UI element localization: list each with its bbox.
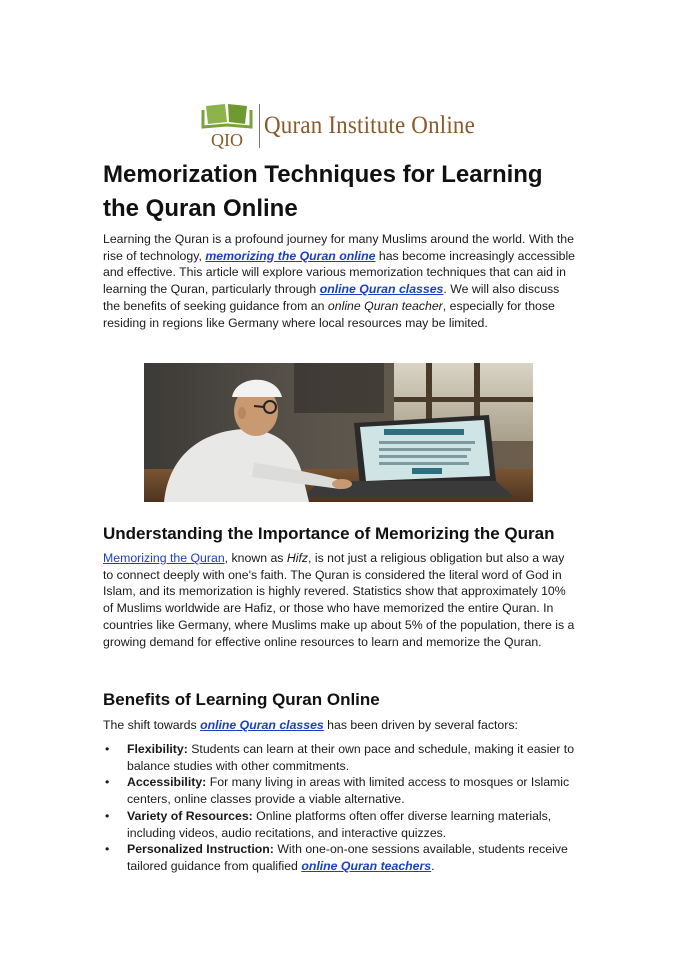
list-item-flexibility	[103, 741, 577, 774]
logo-name: Quran Institute Online	[264, 112, 476, 139]
item-text: Students can learn at their own pace and schedule, making it easier to balance studies with other commitments.	[127, 742, 575, 773]
intro-text-1: Learning the Quran is a profound journey for many Muslims around the world. With the rise of technology,	[103, 232, 574, 263]
benefits-intro-text-2: has been driven by several factors:	[323, 718, 518, 732]
bullet-icon: •	[105, 742, 110, 756]
intro-paragraph	[103, 231, 577, 331]
item-end: .	[431, 858, 435, 873]
section-heading-benefits: Benefits of Learning Quran Online	[103, 690, 380, 709]
importance-text-1: , known as	[224, 551, 287, 565]
item-label: Personalized Instruction:	[127, 842, 274, 857]
importance-text-2: , is not just a religious obligation but also a way to connect deeply with one's faith. The Quran is considered the literal word of God in Islam, and its memorization is highly revered. Statistics show that approximately 10% of Muslims worldwide are Hafiz, or those who have memorized the entire Quran. In countries like Germany, where Muslims make up about 5% of the population, there is a growing demand for effective online resources to learn and memorize the Quran.	[103, 551, 575, 649]
logo-mark-letters: QIO	[211, 130, 243, 150]
item-label: Accessibility:	[127, 775, 207, 790]
link-memorizing-the-quran[interactable]: Memorizing the Quran	[103, 551, 225, 565]
bullet-icon: •	[105, 842, 110, 857]
list-item-accessibility	[103, 774, 577, 807]
bullet-icon: •	[105, 808, 110, 823]
benefits-intro	[103, 717, 577, 734]
item-label: Variety of Resources:	[127, 808, 253, 823]
book-logo-icon	[198, 102, 256, 150]
section-heading-importance: Understanding the Importance of Memorizing the Quran	[103, 524, 555, 543]
logo	[198, 100, 488, 152]
list-item-personalized-instruction	[103, 841, 577, 874]
benefits-intro-text-1: The shift towards	[103, 718, 201, 732]
link-memorizing-quran-online[interactable]: memorizing the Quran online	[205, 248, 376, 263]
hero-image	[144, 363, 533, 502]
item-text: With one-on-one sessions available, students receive tailored guidance from qualified	[127, 842, 568, 873]
hifz-term: Hifz	[286, 551, 309, 565]
intro-text-4: , especially for those residing in regions like Germany where local resources may be limited.	[103, 298, 555, 330]
bullet-icon: •	[105, 775, 110, 790]
item-text: For many living in areas with limited access to mosques or Islamic centers, online classes provide a viable alternative.	[127, 775, 570, 807]
student-laptop-illustration	[144, 363, 533, 502]
link-online-quran-teachers[interactable]: online Quran teachers	[301, 858, 432, 873]
item-text: Online platforms often offer diverse learning materials, including videos, audio recitations, and interactive quizzes.	[127, 808, 552, 840]
link-online-quran-classes[interactable]: online Quran classes	[319, 282, 444, 297]
intro-emphasis: online Quran teacher	[327, 298, 443, 313]
intro-text-3: . We will also discuss the benefits of seeking guidance from an	[103, 282, 560, 313]
importance-paragraph	[103, 550, 577, 650]
list-item-variety-of-resources	[103, 808, 577, 841]
logo-divider	[259, 104, 260, 148]
benefits-list	[103, 741, 577, 875]
item-label: Flexibility:	[127, 742, 188, 756]
page-title: Memorization Techniques for Learning the Quran Online	[103, 161, 543, 222]
link-online-quran-classes-2[interactable]: online Quran classes	[200, 718, 324, 732]
intro-text-2: has become increasingly accessible and effective. This article will explore various memorization techniques that can aid in learning the Quran, particularly through	[103, 248, 576, 297]
